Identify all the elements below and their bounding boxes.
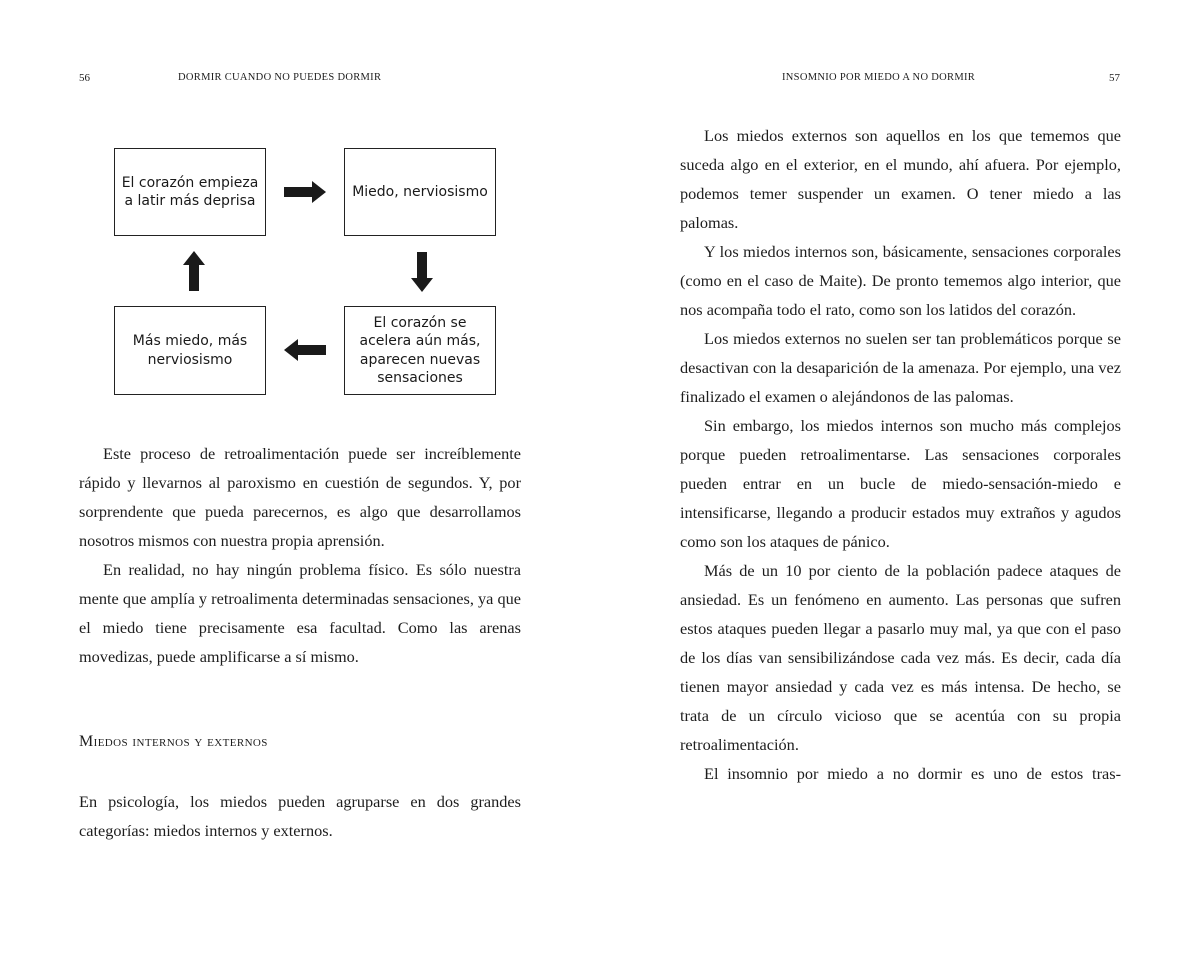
arrow-right-icon [282, 180, 328, 204]
right-page [600, 0, 1200, 955]
paragraph: Y los miedos internos son, básicamente, sensaciones corporales (como en el caso de Maite). De pronto tememos algo interior, que nos acompaña todo el rato, como son los latidos del corazón. [680, 242, 1121, 319]
left-body-text [79, 439, 521, 671]
diagram-box-heart-starts: El corazón empieza a latir más deprisa [114, 148, 266, 236]
section-heading: Miedos internos y externos [79, 733, 268, 750]
diagram-box-fear: Miedo, nerviosismo [344, 148, 496, 236]
arrow-down-icon [410, 250, 434, 294]
diagram-box-heart-accelerates: El corazón se acelera aún más, aparecen nuevas sensaciones [344, 306, 496, 395]
paragraph: Los miedos externos son aquellos en los que tememos que suceda algo en el exterior, en el mundo, ahí afuera. Por ejemplo, podemos temer suspender un examen. O tener miedo a las palomas. [680, 126, 1121, 232]
paragraph: Más de un 10 por ciento de la población padece ataques de ansiedad. Es un fenómeno en aumento. Las personas que sufren estos ataques pueden llegar a pasarlo muy mal, ya que con el paso de los días van sensibilizándose cada vez más. Es decir, cada día tienen mayor ansiedad y cada vez es más intensa. De hecho, se trata de un círculo vicioso que se acentúa con su propia retroalimentación. [680, 561, 1121, 754]
page-number: 57 [1109, 72, 1120, 84]
page-number: 56 [79, 72, 90, 84]
right-body-text [680, 121, 1121, 788]
running-head: DORMIR CUANDO NO PUEDES DORMIR [178, 72, 382, 83]
paragraph: Este proceso de retroalimentación puede ser increíblemente rápido y llevarnos al paroxismo en cuestión de segundos. Y, por sorprendente que pueda parecernos, es algo que desarrollamos nosotros mismos con nuestra propia aprensión. [79, 444, 521, 550]
diagram-box-more-fear: Más miedo, más nerviosismo [114, 306, 266, 395]
paragraph: En psicología, los miedos pueden agruparse en dos grandes categorías: miedos internos y externos. [79, 792, 521, 840]
paragraph: El insomnio por miedo a no dormir es uno de estos tras- [704, 764, 1121, 783]
section-body-text [79, 787, 521, 845]
paragraph: Sin embargo, los miedos internos son mucho más complejos porque pueden retroalimentarse. Las sensaciones corporales pueden entrar en un bucle de miedo-sensación-miedo e intensificarse, llegando a producir estados muy extraños y agudos como son los ataques de pánico. [680, 416, 1121, 551]
arrow-left-icon [282, 338, 328, 362]
paragraph: Los miedos externos no suelen ser tan problemáticos porque se desactivan con la desaparición de la amenaza. Por ejemplo, una vez finalizado el examen o alejándonos de las palomas. [680, 329, 1121, 406]
running-head: INSOMNIO POR MIEDO A NO DORMIR [782, 72, 976, 83]
arrow-up-icon [182, 249, 206, 293]
paragraph: En realidad, no hay ningún problema físico. Es sólo nuestra mente que amplía y retroalimenta determinadas sensaciones, ya que el miedo tiene precisamente esa facultad. Como las arenas movedizas, puede amplificarse a sí mismo. [79, 560, 521, 666]
